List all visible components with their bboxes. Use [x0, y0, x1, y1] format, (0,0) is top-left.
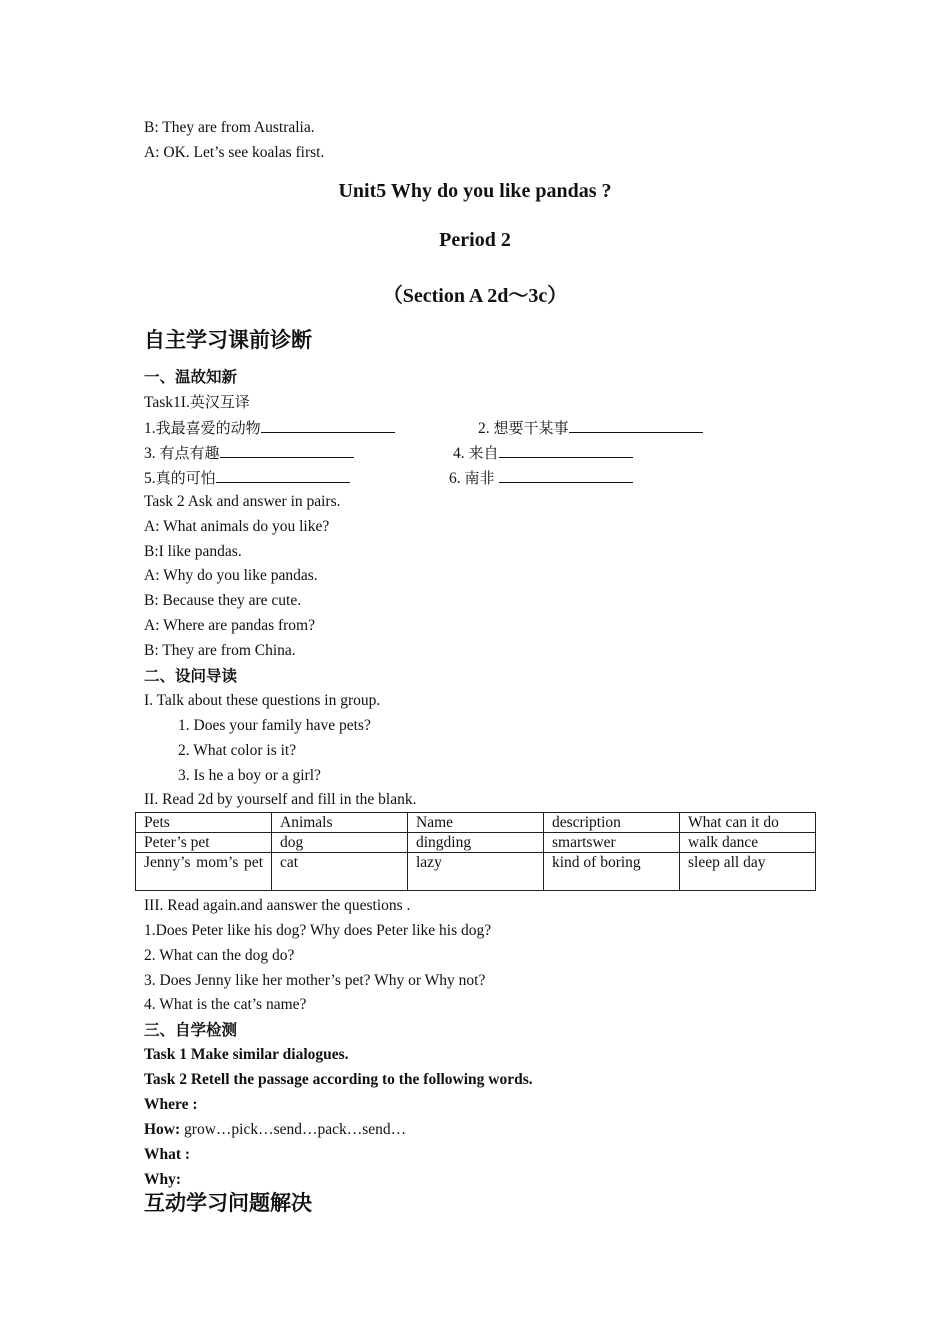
vocab-item: 1.我最喜爱的动物 — [144, 417, 395, 439]
vocab-item: 4. 来自 — [453, 442, 633, 464]
table-cell: Jenny’s mom’s pet — [136, 853, 272, 891]
again-question: 4. What is the cat’s name? — [144, 996, 307, 1013]
dialogue-line: B: Because they are cute. — [144, 592, 302, 609]
again-question: 1.Does Peter like his dog? Why does Peter like his dog? — [144, 922, 492, 939]
task1-dialogues: Task 1 Make similar dialogues. — [144, 1046, 349, 1063]
question-intro: I. Talk about these questions in group. — [144, 692, 381, 709]
table-header-cell: Animals — [272, 813, 408, 833]
table-cell: cat — [272, 853, 408, 891]
section-heading-1: 一、温故知新 — [144, 368, 238, 386]
dialogue-line: A: Why do you like pandas. — [144, 567, 318, 584]
intro-line: A: OK. Let’s see koalas first. — [144, 144, 325, 161]
table-header-row — [136, 813, 816, 833]
vocab-item: 6. 南非 — [449, 467, 633, 489]
part-heading: 自主学习课前诊断 — [144, 328, 312, 352]
table-header-cell: description — [544, 813, 680, 833]
why-label: Why: — [144, 1171, 182, 1188]
vocab-item: 3. 有点有趣 — [144, 442, 354, 464]
table-header-cell: Name — [408, 813, 544, 833]
section-heading-3: 三、自学检测 — [144, 1021, 238, 1039]
task1-label: Task1I. — [144, 394, 190, 411]
question-item: 1. Does your family have pets? — [178, 717, 371, 734]
task2-line: Task 2 Ask and answer in pairs. — [144, 493, 341, 510]
dialogue-line: A: Where are pandas from? — [144, 617, 315, 634]
read-intro: II. Read 2d by yourself and fill in the blank. — [144, 791, 417, 808]
again-question: 2. What can the dog do? — [144, 947, 295, 964]
table-cell: kind of boring — [544, 853, 680, 891]
where-label: Where : — [144, 1096, 198, 1113]
answer-blank[interactable] — [499, 467, 633, 483]
dialogue-line: A: What animals do you like? — [144, 518, 330, 535]
section-title: （Section A 2d～3c） — [382, 285, 568, 307]
period-title: Period 2 — [439, 229, 511, 251]
part-heading-2: 互动学习问题解决 — [144, 1191, 312, 1215]
table-cell: walk dance — [680, 833, 816, 853]
dialogue-line: B:I like pandas. — [144, 543, 242, 560]
how-text: grow…pick…send…pack…send… — [180, 1121, 407, 1138]
task2-retell: Task 2 Retell the passage according to the following words. — [144, 1071, 533, 1088]
question-item: 3. Is he a boy or a girl? — [178, 767, 321, 784]
table-header-cell: Pets — [136, 813, 272, 833]
question-item: 2. What color is it? — [178, 742, 297, 759]
table-cell: dingding — [408, 833, 544, 853]
table-cell: Peter’s pet — [136, 833, 272, 853]
answer-blank[interactable] — [569, 417, 703, 433]
again-question: 3. Does Jenny like her mother’s pet? Why or Why not? — [144, 972, 486, 989]
vocab-item: 2. 想要干某事 — [478, 417, 703, 439]
task1-line — [144, 392, 250, 413]
answer-blank[interactable] — [499, 442, 633, 458]
unit-title: Unit5 Why do you like pandas ? — [338, 180, 612, 202]
pets-table — [135, 812, 816, 891]
intro-line: B: They are from Australia. — [144, 119, 315, 136]
how-label: How: — [144, 1121, 181, 1138]
vocab-item: 5.真的可怕 — [144, 467, 350, 489]
table-cell: smartswer — [544, 833, 680, 853]
table-cell: lazy — [408, 853, 544, 891]
what-label: What : — [144, 1146, 191, 1163]
table-cell: sleep all day — [680, 853, 816, 891]
how-line — [144, 1120, 406, 1140]
answer-blank[interactable] — [220, 442, 354, 458]
dialogue-line: B: They are from China. — [144, 642, 296, 659]
answer-blank[interactable] — [216, 467, 350, 483]
again-intro: III. Read again.and aanswer the questions . — [144, 897, 411, 914]
task1-cn: 英汉互译 — [189, 393, 250, 411]
answer-blank[interactable] — [261, 417, 395, 433]
table-row — [136, 833, 816, 853]
table-row — [136, 853, 816, 891]
table-cell: dog — [272, 833, 408, 853]
table-header-cell: What can it do — [680, 813, 816, 833]
section-heading-2: 二、设问导读 — [144, 667, 238, 685]
